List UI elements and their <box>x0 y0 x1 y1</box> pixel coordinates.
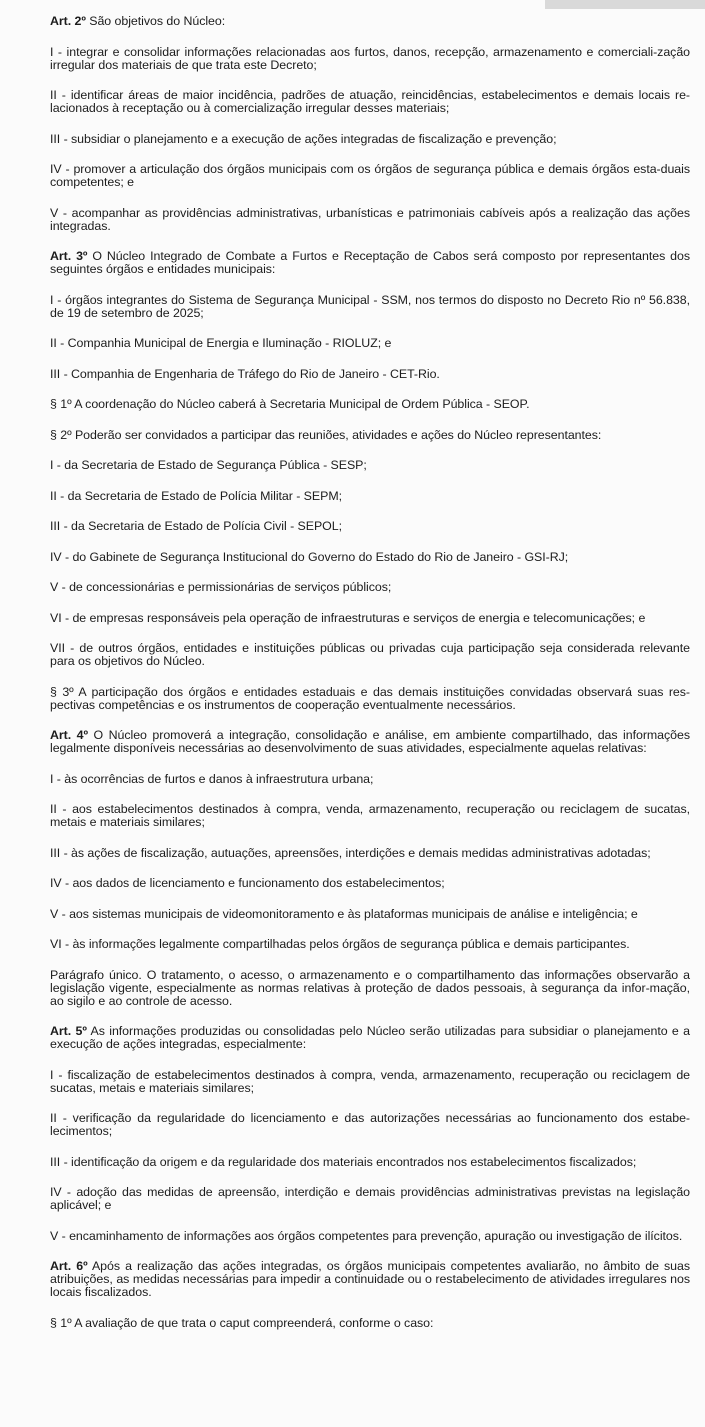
paragraph-text: IV - do Gabinete de Segurança Institucional do Governo do Estado do Rio de Janeiro - GSI-RJ; <box>50 549 569 564</box>
clause-paragraph <box>50 46 690 72</box>
clause-paragraph <box>50 1317 690 1330</box>
clause-paragraph <box>50 773 690 786</box>
clause-paragraph <box>50 1230 690 1243</box>
clause-paragraph <box>50 1112 690 1138</box>
clause-paragraph <box>50 938 690 951</box>
article-paragraph <box>50 729 690 755</box>
clause-paragraph <box>50 459 690 472</box>
clause-paragraph <box>50 847 690 860</box>
paragraph-text: O Núcleo Integrado de Combate a Furtos e Receptação de Cabos será composto por representantes dos seguintes órgãos e entidades municipais: <box>50 249 690 276</box>
paragraph-text: I - órgãos integrantes do Sistema de Segurança Municipal - SSM, nos termos do disposto no Decreto Rio nº 56.838, de 19 de setembro de 2025; <box>50 292 690 320</box>
clause-paragraph <box>50 133 690 146</box>
top-edge-bar <box>545 0 705 9</box>
paragraph-text: V - aos sistemas municipais de videomonitoramento e às plataformas municipais de análise e inteligência; e <box>50 906 638 921</box>
paragraph-text: V - acompanhar as providências administrativas, urbanísticas e patrimoniais cabíveis após a realização das ações integradas. <box>50 205 690 233</box>
paragraph-text: II - Companhia Municipal de Energia e Iluminação - RIOLUZ; e <box>50 336 392 350</box>
article-label: Art. 2º <box>50 14 86 28</box>
article-label: Art. 5º <box>50 1024 87 1038</box>
article-label: Art. 6º <box>50 1259 88 1273</box>
paragraph-text: III - subsidiar o planejamento e a execução de ações integradas de fiscalização e prevenção; <box>50 131 557 146</box>
paragraph-text: IV - promover a articulação dos órgãos municipais com os órgãos de segurança pública e demais órgãos esta-duais competentes; e <box>50 162 690 189</box>
paragraph-text: VI - às informações legalmente compartilhadas pelos órgãos de segurança pública e demais participantes. <box>50 937 630 951</box>
paragraph-text: São objetivos do Núcleo: <box>85 14 226 28</box>
document-body <box>50 15 690 1347</box>
paragraph-text: II - verificação da regularidade do licenciamento e das autorizações necessárias ao funcionamento dos estabe-lecimentos; <box>50 1111 690 1138</box>
clause-paragraph <box>50 294 690 320</box>
paragraph-text: § 1º A avaliação de que trata o caput compreenderá, conforme o caso: <box>50 1315 434 1330</box>
clause-paragraph <box>50 368 690 381</box>
clause-paragraph <box>50 969 690 1008</box>
clause-paragraph <box>50 642 690 668</box>
paragraph-text: III - da Secretaria de Estado de Polícia Civil - SEPOL; <box>50 519 343 533</box>
paragraph-text: I - integrar e consolidar informações relacionadas aos furtos, danos, recepção, armazenamento e comerciali-zação irregular dos materiais de que trata este Decreto; <box>50 44 690 72</box>
article-label: Art. 4º <box>50 728 88 742</box>
paragraph-text: Após a realização das ações integradas, os órgãos municipais competentes avaliarão, no âmbito de suas atribuições, as medidas necessárias para impedir a continuidade ou o restabelecimento de atividades irregulares nos locais fiscalizados. <box>50 1259 690 1299</box>
paragraph-text: § 2º Poderão ser convidados a participar das reuniões, atividades e ações do Núcleo representantes: <box>50 427 602 442</box>
paragraph-text: IV - aos dados de licenciamento e funcionamento dos estabelecimentos; <box>50 876 445 890</box>
clause-paragraph <box>50 429 690 442</box>
paragraph-text: § 1º A coordenação do Núcleo caberá à Secretaria Municipal de Ordem Pública - SEOP. <box>50 397 530 411</box>
article-paragraph <box>50 15 690 28</box>
clause-paragraph <box>50 581 690 594</box>
paragraph-text: § 3º A participação dos órgãos e entidades estaduais e das demais instituições convidadas observará suas res-pectivas competências e os instrumentos de cooperação eventualmente necessários. <box>50 684 690 712</box>
article-paragraph <box>50 1025 690 1051</box>
clause-paragraph <box>50 612 690 625</box>
clause-paragraph <box>50 803 690 829</box>
paragraph-text: II - identificar áreas de maior incidência, padrões de atuação, reincidências, estabelecimentos e demais locais re-lacionados à receptação ou à comercialização irregular desses materiais; <box>50 88 690 115</box>
clause-paragraph <box>50 490 690 503</box>
clause-paragraph <box>50 686 690 712</box>
article-label: Art. 3º <box>50 249 88 263</box>
clause-paragraph <box>50 89 690 115</box>
article-paragraph <box>50 1260 690 1299</box>
paragraph-text: I - da Secretaria de Estado de Segurança Pública - SESP; <box>50 458 367 472</box>
paragraph-text: II - aos estabelecimentos destinados à compra, venda, armazenamento, recuperação ou reciclagem de sucatas, metais e materiais similares; <box>50 802 690 829</box>
clause-paragraph <box>50 163 690 189</box>
clause-paragraph <box>50 337 690 350</box>
paragraph-text: I - às ocorrências de furtos e danos à infraestrutura urbana; <box>50 771 374 786</box>
clause-paragraph <box>50 551 690 564</box>
clause-paragraph <box>50 908 690 921</box>
clause-paragraph <box>50 1156 690 1169</box>
paragraph-text: VI - de empresas responsáveis pela operação de infraestruturas e serviços de energia e telecomunicações; e <box>50 610 646 625</box>
paragraph-text: Parágrafo único. O tratamento, o acesso, o armazenamento e o compartilhamento das informações observarão a legislação vigente, especialmente as normas relativas à proteção de dados pessoais, à segurança da infor-mação, ao sigilo e ao controle de acesso. <box>50 967 690 1008</box>
paragraph-text: IV - adoção das medidas de apreensão, interdição e demais providências administrativas previstas na legislação aplicável; e <box>50 1185 690 1212</box>
paragraph-text: III - às ações de fiscalização, autuações, apreensões, interdições e demais medidas administrativas adotadas; <box>50 845 651 860</box>
clause-paragraph <box>50 520 690 533</box>
article-paragraph <box>50 250 690 276</box>
clause-paragraph <box>50 1186 690 1212</box>
paragraph-text: V - encaminhamento de informações aos órgãos competentes para prevenção, apuração ou investigação de ilícitos. <box>50 1228 683 1243</box>
clause-paragraph <box>50 207 690 233</box>
paragraph-text: VII - de outros órgãos, entidades e instituições públicas ou privadas cuja participação seja considerada relevante para os objetivos do Núcleo. <box>50 641 690 668</box>
paragraph-text: V - de concessionárias e permissionárias de serviços públicos; <box>50 580 392 594</box>
paragraph-text: O Núcleo promoverá a integração, consolidação e análise, em ambiente compartilhado, das informações legalmente disponíveis necessárias ao desenvolvimento de suas atividades, especialmente aquelas relativas: <box>50 728 690 755</box>
paragraph-text: As informações produzidas ou consolidadas pelo Núcleo serão utilizadas para subsidiar o planejamento e a execução de ações integradas, especialmente: <box>50 1024 690 1051</box>
clause-paragraph <box>50 398 690 411</box>
paragraph-text: III - Companhia de Engenharia de Tráfego do Rio de Janeiro - CET-Rio. <box>50 366 440 381</box>
clause-paragraph <box>50 877 690 890</box>
paragraph-text: III - identificação da origem e da regularidade dos materiais encontrados nos estabelecimentos fiscalizados; <box>50 1154 637 1169</box>
clause-paragraph <box>50 1069 690 1095</box>
paragraph-text: I - fiscalização de estabelecimentos destinados à compra, venda, armazenamento, recuperação ou reciclagem de sucatas, metais e materiais similares; <box>50 1067 690 1095</box>
paragraph-text: II - da Secretaria de Estado de Polícia Militar - SEPM; <box>50 488 342 503</box>
